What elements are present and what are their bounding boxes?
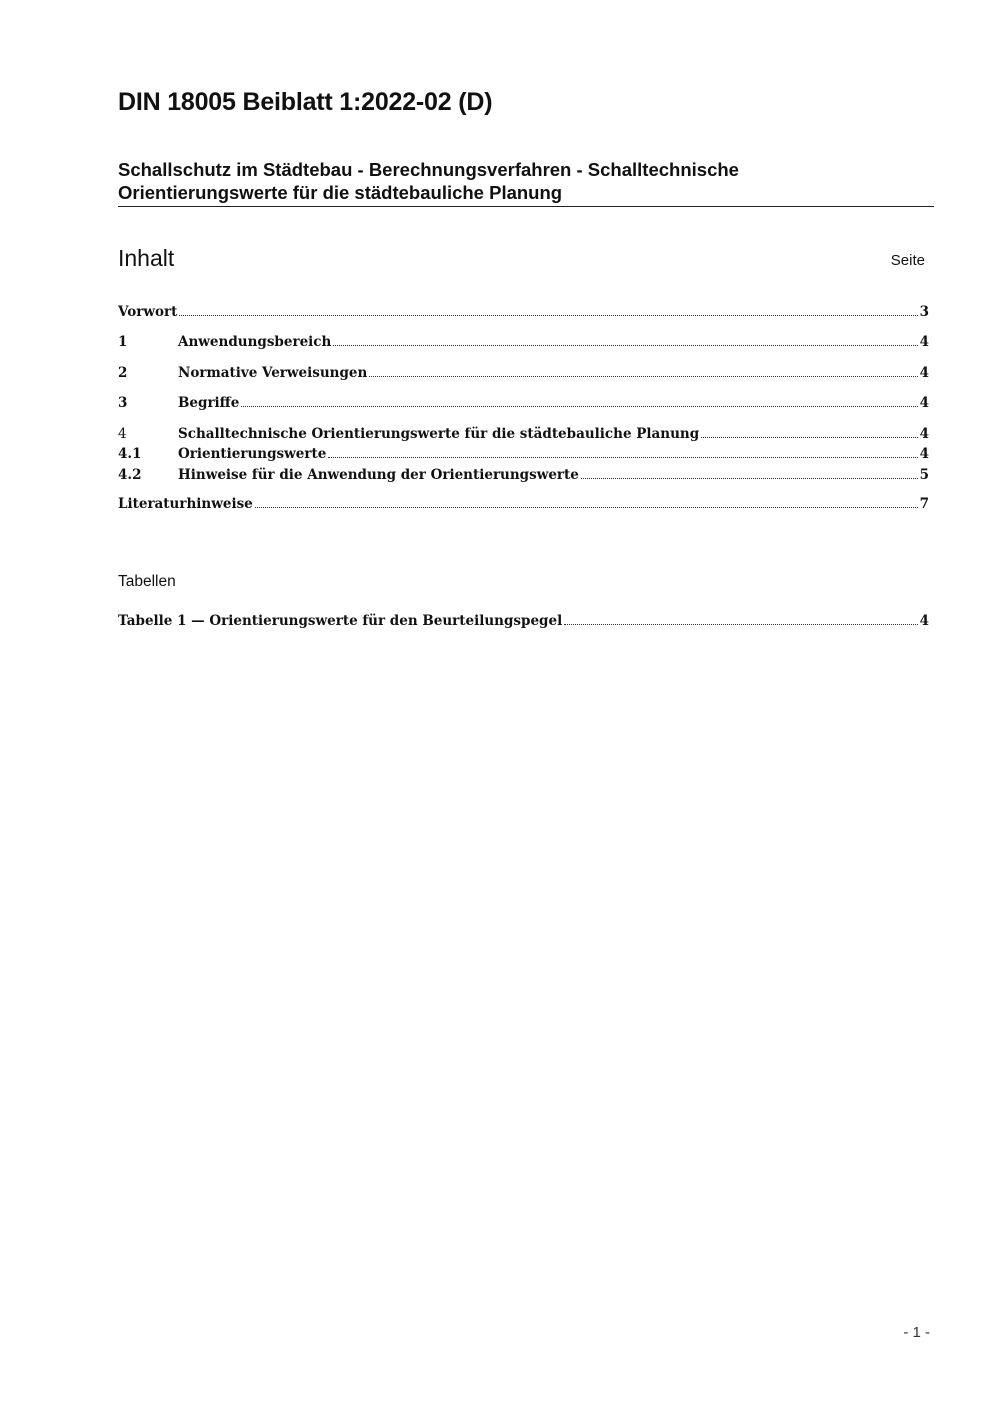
toc-entry-page: 5 (919, 467, 929, 483)
toc-entry-literaturhinweise[interactable] (118, 496, 929, 512)
toc-entry-label: Normative Verweisungen (178, 365, 368, 381)
toc-dot-leader (328, 457, 917, 458)
toc-entry-label: Orientierungswerte (178, 446, 327, 462)
toc-entry-page: 7 (919, 496, 929, 512)
toc-dot-leader (701, 437, 917, 438)
toc-entry-label: Begriffe (178, 395, 240, 411)
toc-entry-label: Vorwort (118, 304, 178, 320)
toc-dot-leader (179, 315, 917, 316)
toc-entry-label: Schalltechnische Orientierungswerte für die städtebauliche Planung (178, 426, 700, 442)
tables-heading: Tabellen (118, 573, 176, 590)
toc-entry-number: 3 (118, 395, 128, 411)
toc-entry-number: 4 (118, 426, 127, 442)
subtitle-divider (118, 206, 934, 207)
toc-entry-1[interactable] (118, 334, 929, 350)
toc-dot-leader (255, 507, 918, 508)
toc-entry-2[interactable] (118, 365, 929, 381)
document-title: DIN 18005 Beiblatt 1:2022-02 (D) (118, 88, 493, 116)
toc-dot-leader (241, 406, 917, 407)
toc-dot-leader (369, 376, 917, 377)
toc-dot-leader (581, 478, 918, 479)
toc-entry-page: 4 (919, 426, 929, 442)
toc-entry-3[interactable] (118, 395, 929, 411)
toc-entry-label: Literaturhinweise (118, 496, 253, 512)
document-subtitle (118, 158, 934, 204)
toc-entry-label: Hinweise für die Anwendung der Orientierungswerte (178, 467, 579, 483)
table-list-entry-1[interactable] (118, 613, 929, 629)
toc-entry-number: 4.1 (118, 446, 142, 462)
toc-heading: Inhalt (118, 245, 175, 271)
toc-page-column-label: Seite (890, 252, 925, 269)
table-list-entry-label: Tabelle 1 — Orientierungswerte für den Beurteilungspegel (118, 613, 563, 629)
toc-entry-number: 4.2 (118, 467, 142, 483)
toc-entry-page: 4 (919, 395, 929, 411)
toc-entry-page: 4 (919, 365, 929, 381)
toc-entry-4-1[interactable] (118, 446, 929, 462)
toc-dot-leader (564, 624, 917, 625)
toc-entry-4[interactable] (118, 426, 929, 442)
toc-entry-page: 4 (919, 446, 929, 462)
subtitle-line-2: Orientierungswerte für die städtebauliche Planung (118, 182, 563, 203)
toc-entry-page: 4 (919, 334, 929, 350)
toc-entry-vorwort[interactable] (118, 304, 929, 320)
toc-entry-number: 1 (118, 334, 128, 350)
toc-entry-page: 3 (919, 304, 929, 320)
toc-entry-label: Anwendungsbereich (178, 334, 332, 350)
table-list-entry-page: 4 (919, 613, 929, 629)
page-number-footer: - 1 - (903, 1324, 930, 1341)
toc-entry-4-2[interactable] (118, 467, 929, 483)
toc-entry-number: 2 (118, 365, 128, 381)
subtitle-line-1: Schallschutz im Städtebau - Berechnungsverfahren - Schalltechnische (118, 159, 739, 180)
toc-dot-leader (333, 345, 917, 346)
